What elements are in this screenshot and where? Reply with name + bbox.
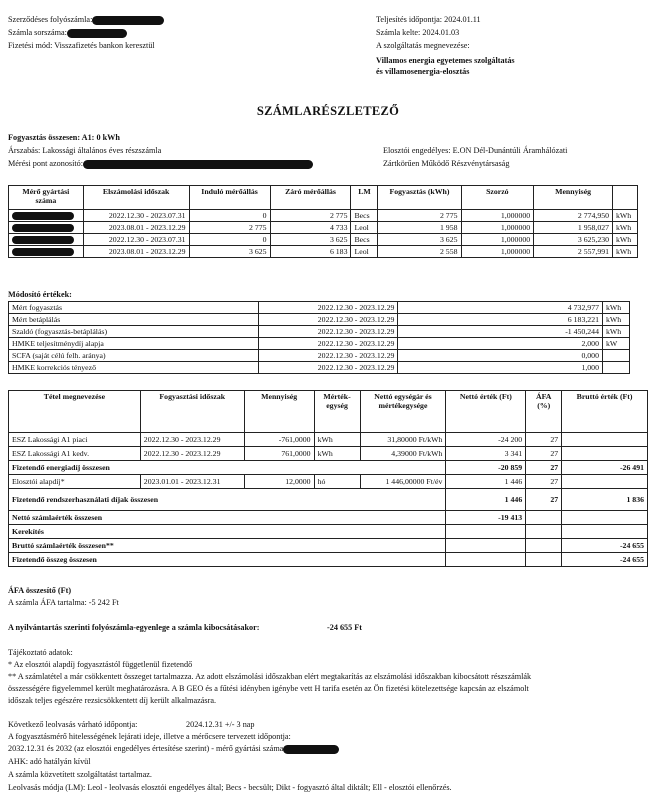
meter-expiry-value: 2032.12.31 és 2032 (az elosztói engedélyes értesítése szerint) - mérő gyártási száma (8, 744, 284, 753)
consumption-total: Fogyasztás összesen: A1: 0 kWh (8, 133, 120, 142)
modifier-name: HMKE teljesítménydíj alapja (9, 338, 259, 350)
table-row (9, 350, 630, 362)
item-net: -24 200 (446, 433, 526, 447)
system-fee-total-label: Fizetendő rendszerhasználati díjak összesen (9, 489, 446, 511)
modifier-value: 6 183,221 (398, 314, 603, 326)
next-reading-value: 2024.12.31 +/- 3 nap (186, 720, 255, 729)
notes-heading: Tájékoztató adatok: (8, 648, 73, 657)
empty-cell (526, 511, 562, 525)
meter-header-consumption: Fogyasztás (kWh) (378, 186, 461, 210)
item-quantity: -761,0000 (244, 433, 314, 447)
service-name-line1: Villamos energia egyetemes szolgáltatás (376, 56, 515, 65)
redacted-serial (12, 212, 74, 220)
items-header-unit: Mérték-egység (314, 391, 360, 433)
modifier-period: 2022.12.30 - 2023.12.29 (258, 302, 398, 314)
meter-point-line (8, 159, 313, 169)
note-2-line3: időszak teljes egészére rezsicsökkentett díj került alkalmazásra. (8, 696, 217, 705)
start-cell: 3 625 (189, 246, 270, 258)
end-cell: 6 183 (270, 246, 351, 258)
balance-value: -24 655 Ft (327, 623, 363, 632)
items-header-vat: ÁFA (%) (526, 391, 562, 433)
system-fee-total-vat: 27 (526, 489, 562, 511)
item-gross (562, 447, 648, 461)
item-period: 2022.12.30 - 2023.12.29 (140, 447, 244, 461)
period-cell: 2023.08.01 - 2023.12.29 (83, 222, 189, 234)
meter-header-multiplier: Szorzó (461, 186, 534, 210)
items-header-gross: Bruttó érték (Ft) (562, 391, 648, 433)
lm-cell: Becs (351, 234, 378, 246)
modifier-unit: kWh (602, 326, 629, 338)
items-table-header (9, 391, 648, 433)
item-vat: 27 (526, 447, 562, 461)
issue-date: Számla kelte: 2024.01.03 (376, 28, 460, 37)
item-unit: kWh (314, 447, 360, 461)
modifier-name: Mért fogyasztás (9, 302, 259, 314)
meter-point-label: Mérési pont azonosító: (8, 159, 84, 168)
lm-cell: Leol (351, 246, 378, 258)
table-row (9, 433, 648, 447)
price-category: Árszabás: Lakossági általános éves részszámla (8, 146, 162, 155)
item-quantity: 761,0000 (244, 447, 314, 461)
meter-serial (9, 246, 84, 258)
modifier-period: 2022.12.30 - 2023.12.29 (258, 362, 398, 374)
empty-cell (562, 511, 648, 525)
service-label: A szolgáltatás megnevezése: (376, 41, 470, 50)
vat-heading: ÁFA összesítő (Ft) (8, 586, 72, 595)
item-period: 2023.01.01 - 2023.12.31 (140, 475, 244, 489)
consumption-cell: 1 958 (378, 222, 461, 234)
meter-expiry-line (8, 744, 339, 754)
modifier-unit (602, 362, 629, 374)
system-fee-total-gross: 1 836 (562, 489, 648, 511)
vat-line: A számla ÁFA tartalma: -5 242 Ft (8, 598, 119, 607)
lm-cell: Becs (351, 210, 378, 222)
items-header-unit-price: Nettó egységár és mértékegysége (360, 391, 446, 433)
redacted-serial (12, 248, 74, 256)
items-header-name: Tétel megnevezése (9, 391, 141, 433)
invoice-items-table (8, 390, 648, 567)
table-row (9, 362, 630, 374)
start-cell: 2 775 (189, 222, 270, 234)
net-total-label: Nettó számlaérték összesen (9, 511, 446, 525)
unit-cell: kWh (613, 210, 638, 222)
consumption-cell: 2 558 (378, 246, 461, 258)
table-row (9, 475, 648, 489)
items-header-period: Fogyasztási időszak (140, 391, 244, 433)
item-vat: 27 (526, 433, 562, 447)
service-note: A számla közvetített szolgáltatást tartalmaz. (8, 770, 152, 779)
empty-cell (446, 553, 526, 567)
multiplier-cell: 1,000000 (461, 222, 534, 234)
gross-total-value: -24 655 (562, 539, 648, 553)
energy-total-label: Fizetendő energiadíj összesen (9, 461, 446, 475)
meter-header-start: Induló mérőállás (189, 186, 270, 210)
empty-cell (526, 539, 562, 553)
payable-total-label: Fizetendő összeg összesen (9, 553, 446, 567)
empty-cell (526, 553, 562, 567)
item-unit-price: 31,80000 Ft/kWh (360, 433, 446, 447)
item-unit: hó (314, 475, 360, 489)
energy-total-gross: -26 491 (562, 461, 648, 475)
period-cell: 2022.12.30 - 2023.07.31 (83, 234, 189, 246)
note-1: * Az elosztói alapdíj fogyasztástól függetlenül fizetendő (8, 660, 193, 669)
period-cell: 2022.12.30 - 2023.07.31 (83, 210, 189, 222)
unit-cell: kWh (613, 222, 638, 234)
start-cell: 0 (189, 210, 270, 222)
meter-header-serial: Mérő gyártási száma (9, 186, 84, 210)
redacted-meter-point-id (83, 160, 313, 169)
table-row (9, 234, 638, 246)
modifier-value: 1,000 (398, 362, 603, 374)
meter-header-lm: LM (351, 186, 378, 210)
meter-table-header (9, 186, 638, 210)
item-unit-price: 1 446,00000 Ft/év (360, 475, 446, 489)
modifier-unit: kWh (602, 302, 629, 314)
empty-cell (526, 525, 562, 539)
distributor-license: Elosztói engedélyes: E.ON Dél-Dunántúli Áramhálózati (383, 146, 568, 155)
table-row (9, 222, 638, 234)
end-cell: 4 733 (270, 222, 351, 234)
table-row (9, 326, 630, 338)
modifier-name: Mért betáplálás (9, 314, 259, 326)
contract-account-line (8, 15, 164, 25)
unit-cell: kWh (613, 246, 638, 258)
meter-serial (9, 222, 84, 234)
empty-cell (446, 539, 526, 553)
item-gross (562, 475, 648, 489)
end-cell: 2 775 (270, 210, 351, 222)
unit-cell: kWh (613, 234, 638, 246)
net-total-value: -19 413 (446, 511, 526, 525)
modifier-period: 2022.12.30 - 2023.12.29 (258, 350, 398, 362)
gross-total-row (9, 539, 648, 553)
modifiers-heading: Módosító értékek: (8, 290, 72, 299)
meter-header-end: Záró mérőállás (270, 186, 351, 210)
contract-account-label: Szerződéses folyószámla: (8, 15, 93, 24)
meter-serial (9, 210, 84, 222)
modifier-unit: kW (602, 338, 629, 350)
energy-total-net: -20 859 (446, 461, 526, 475)
items-header-quantity: Mennyiség (244, 391, 314, 433)
table-row (9, 314, 630, 326)
next-reading-label: Következő leolvasás várható időpontja: (8, 720, 138, 729)
ahk-note: AHK: adó hatályán kívül (8, 757, 91, 766)
item-name: Elosztói alapdíj* (9, 475, 141, 489)
quantity-cell: 2 774,950 (534, 210, 613, 222)
meter-header-unit (613, 186, 638, 210)
modifier-value: 0,000 (398, 350, 603, 362)
modifier-period: 2022.12.30 - 2023.12.29 (258, 338, 398, 350)
gross-total-label: Bruttó számlaérték összesen** (9, 539, 446, 553)
empty-cell (446, 525, 526, 539)
modifier-period: 2022.12.30 - 2023.12.29 (258, 314, 398, 326)
multiplier-cell: 1,000000 (461, 246, 534, 258)
redacted-contract-number (92, 16, 164, 25)
modifier-value: 4 732,977 (398, 302, 603, 314)
table-row (9, 447, 648, 461)
item-unit-price: 4,39000 Ft/kWh (360, 447, 446, 461)
table-row (9, 302, 630, 314)
meter-readings-table (8, 185, 638, 258)
energy-total-vat: 27 (526, 461, 562, 475)
modifier-value: 2,000 (398, 338, 603, 350)
invoice-number-label: Számla sorszáma: (8, 28, 67, 37)
completion-date: Teljesítés időpontja: 2024.01.11 (376, 15, 481, 24)
payable-total-row (9, 553, 648, 567)
item-net: 1 446 (446, 475, 526, 489)
quantity-cell: 2 557,991 (534, 246, 613, 258)
redacted-invoice-number (67, 29, 127, 38)
note-2-line2: összességére figyelemmel került meghatározásra. A B GEO és a fűtési idényben igénybe vett H tarifa esetén az Ön fizetési kötelezettsége kapcsán az elszámolt (8, 684, 529, 693)
item-name: ESZ Lakossági A1 piaci (9, 433, 141, 447)
quantity-cell: 1 958,027 (534, 222, 613, 234)
consumption-cell: 3 625 (378, 234, 461, 246)
item-name: ESZ Lakossági A1 kedv. (9, 447, 141, 461)
modifier-value: -1 450,244 (398, 326, 603, 338)
item-vat: 27 (526, 475, 562, 489)
modifier-name: SCFA (saját célú felh. aránya) (9, 350, 259, 362)
table-row (9, 210, 638, 222)
empty-cell (562, 525, 648, 539)
multiplier-cell: 1,000000 (461, 210, 534, 222)
multiplier-cell: 1,000000 (461, 234, 534, 246)
item-net: 3 341 (446, 447, 526, 461)
table-row (9, 246, 638, 258)
note-2-line1: ** A számlatétel a már csökkentett összeget tartalmazza. Az adott elszámolási időszakban elért megtakarítás az elszámolási időszakban kibocsátott részszámlák (8, 672, 532, 681)
payment-method: Fizetési mód: Visszafizetés bankon keresztül (8, 41, 155, 50)
redacted-serial (12, 236, 74, 244)
table-row (9, 338, 630, 350)
meter-header-period: Elszámolási időszak (83, 186, 189, 210)
page-title: SZÁMLARÉSZLETEZŐ (256, 104, 400, 118)
redacted-serial (12, 224, 74, 232)
net-total-row (9, 511, 648, 525)
rounding-row (9, 525, 648, 539)
service-name-line2: és villamosenergia-elosztás (376, 67, 470, 76)
end-cell: 3 625 (270, 234, 351, 246)
lm-cell: Leol (351, 222, 378, 234)
meter-serial (9, 234, 84, 246)
meter-expiry-label: A fogyasztásmérő hitelességének lejárati ideje, illetve a mérőcsere tervezett időpontja: (8, 732, 291, 741)
modifier-unit (602, 350, 629, 362)
system-fee-total-net: 1 446 (446, 489, 526, 511)
start-cell: 0 (189, 234, 270, 246)
modifiers-table (8, 301, 630, 374)
system-fee-total-row (9, 489, 648, 511)
item-period: 2022.12.30 - 2023.12.29 (140, 433, 244, 447)
consumption-cell: 2 775 (378, 210, 461, 222)
item-quantity: 12,0000 (244, 475, 314, 489)
redacted-meter-serial (283, 745, 339, 754)
modifier-name: HMKE korrekciós tényező (9, 362, 259, 374)
quantity-cell: 3 625,230 (534, 234, 613, 246)
distributor-company: Zártkörűen Működő Részvénytársaság (383, 159, 510, 168)
modifier-unit: kWh (602, 314, 629, 326)
modifier-period: 2022.12.30 - 2023.12.29 (258, 326, 398, 338)
meter-header-quantity: Mennyiség (534, 186, 613, 210)
item-unit: kWh (314, 433, 360, 447)
energy-total-row (9, 461, 648, 475)
items-header-net: Nettó érték (Ft) (446, 391, 526, 433)
payable-total-value: -24 655 (562, 553, 648, 567)
item-gross (562, 433, 648, 447)
modifier-name: Szaldó (fogyasztás-betáplálás) (9, 326, 259, 338)
rounding-label: Kerekítés (9, 525, 446, 539)
invoice-number-line (8, 28, 127, 38)
reading-modes: Leolvasás módja (LM): Leol - leolvasás elosztói engedélyes által; Becs - becsült; Dikt - fogyasztó által diktált; Ell - elosztói ellenőrzés. (8, 783, 452, 792)
balance-label: A nyilvántartás szerinti folyószámla-egyenlege a számla kibocsátásakor: (8, 623, 260, 632)
period-cell: 2023.08.01 - 2023.12.29 (83, 246, 189, 258)
